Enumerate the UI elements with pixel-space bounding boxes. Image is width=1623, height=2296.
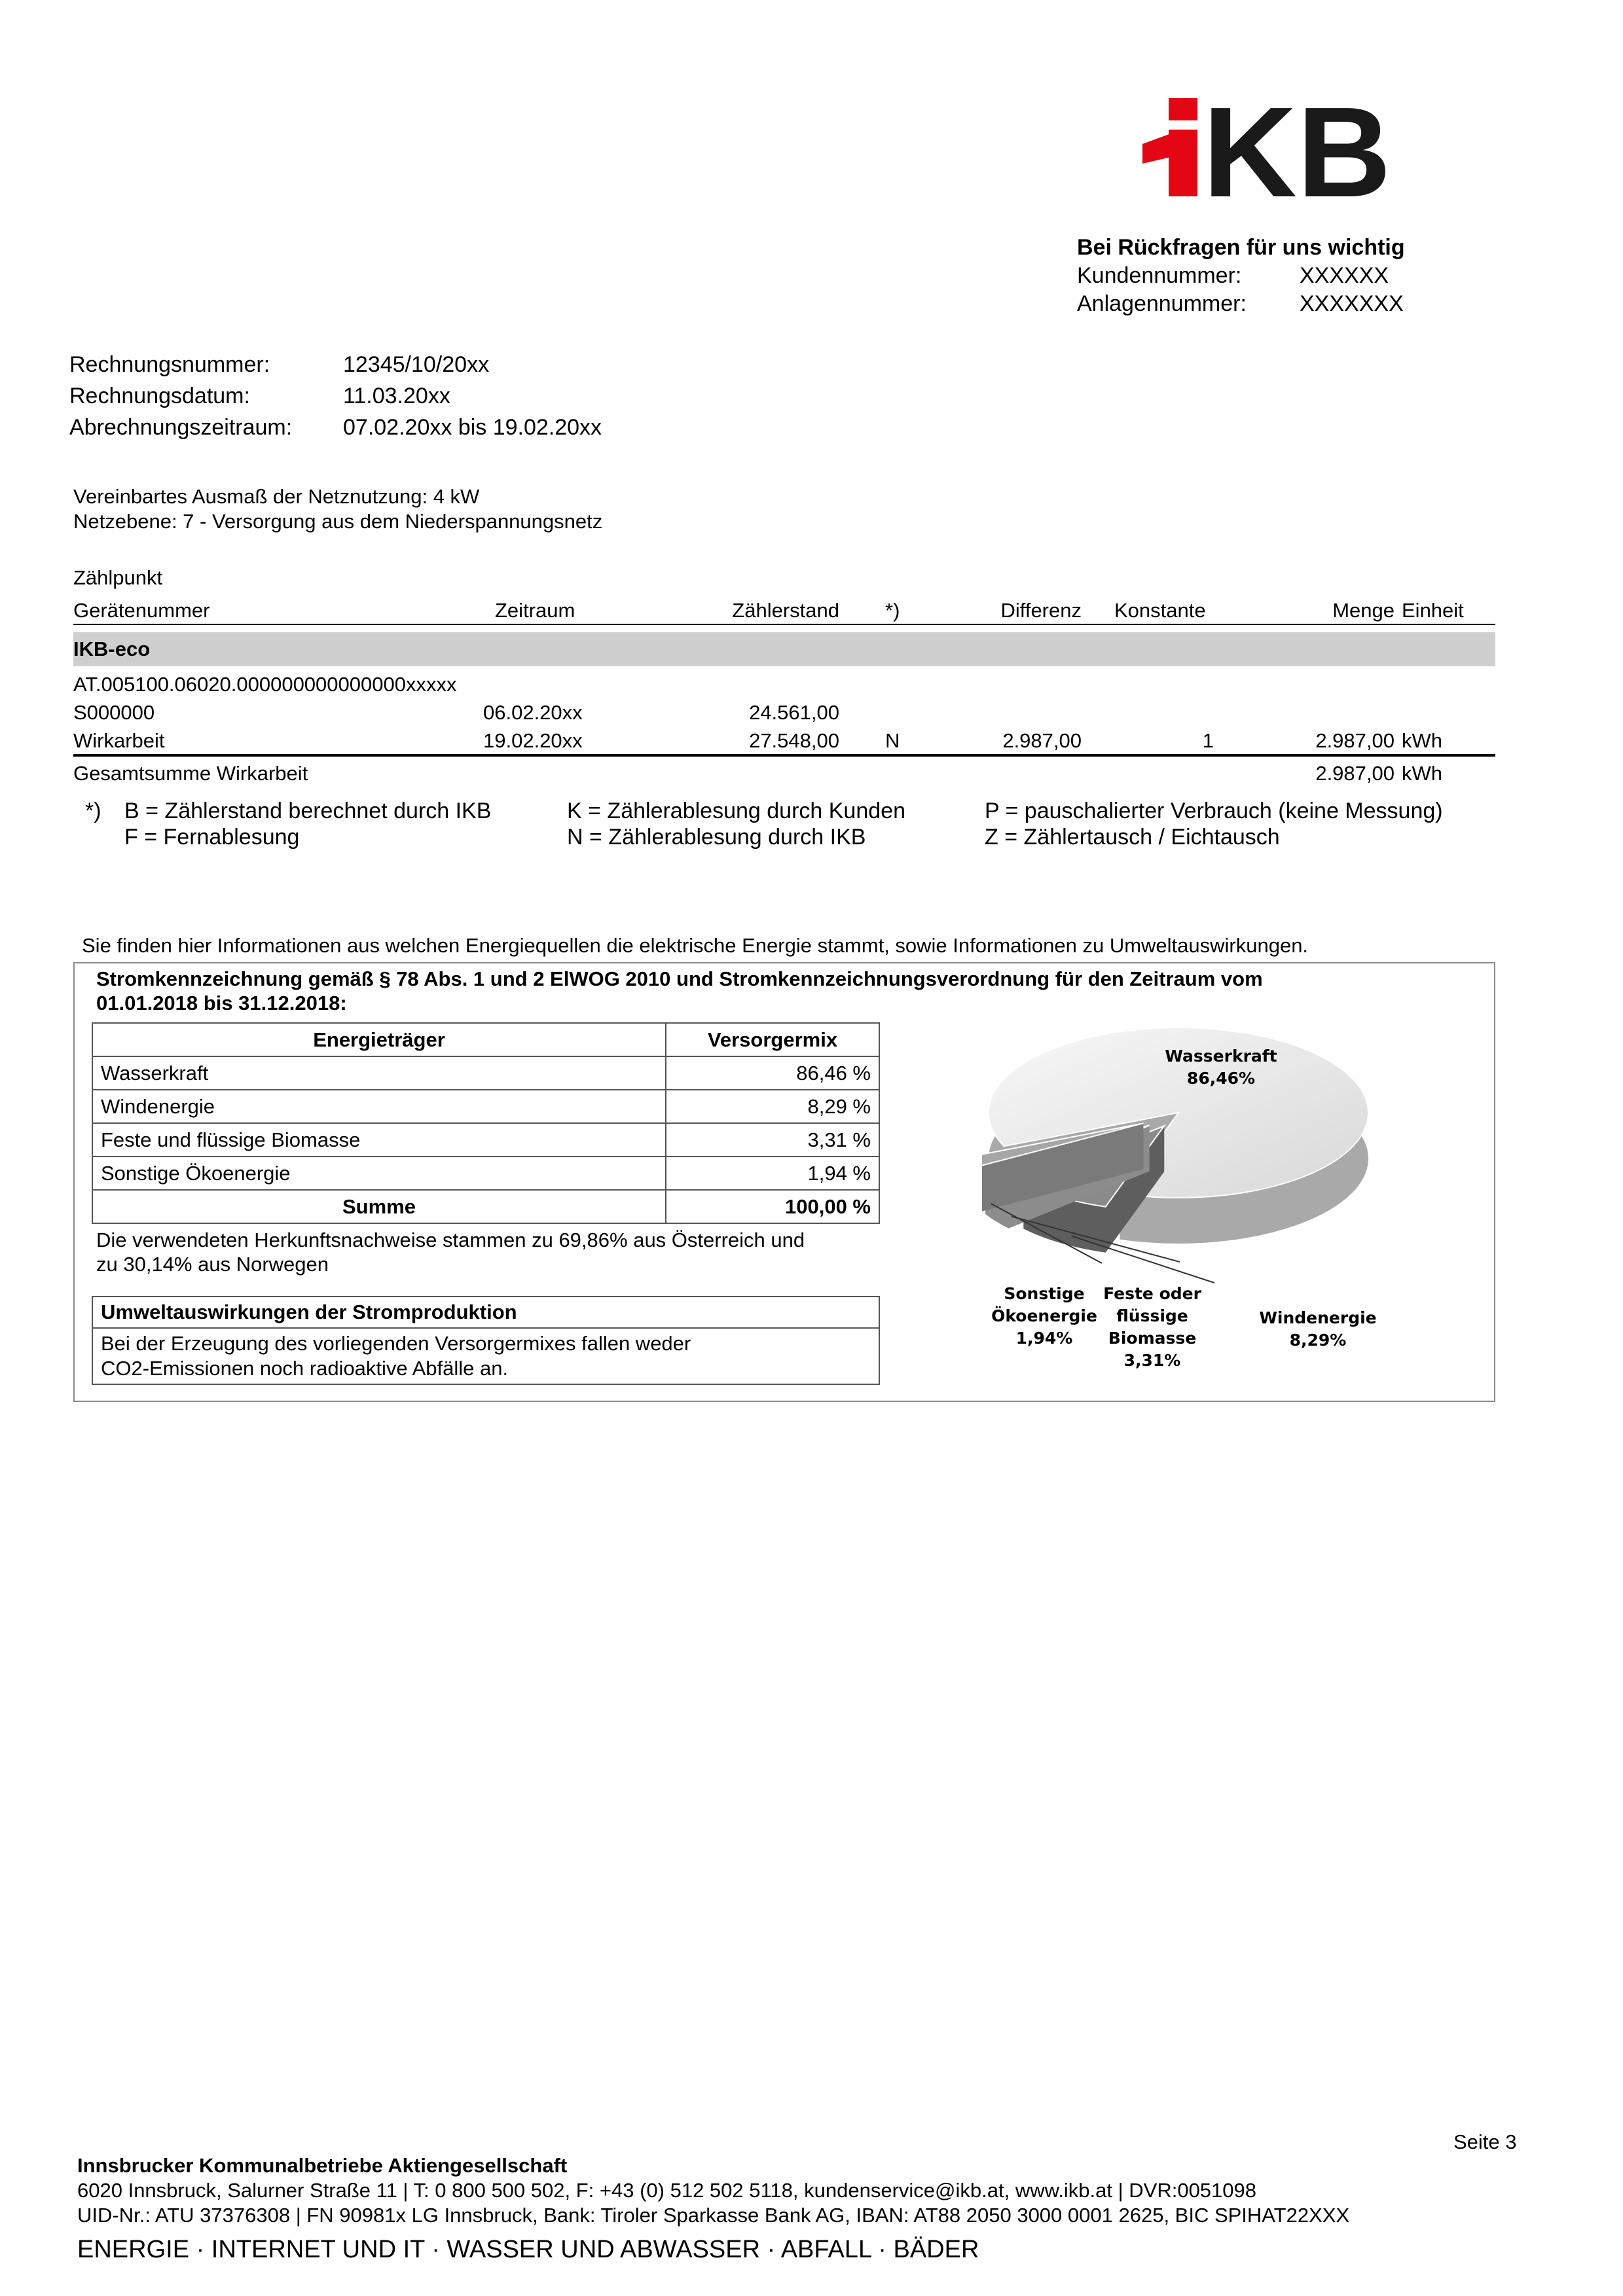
- row2-differenz: 2.987,00: [1002, 729, 1082, 752]
- total-einheit: kWh: [1402, 762, 1442, 785]
- rechnungsdatum-value: 11.03.20xx: [343, 384, 450, 408]
- zaehlpunkt-id: AT.005100.06020.000000000000000xxxxx: [73, 673, 457, 696]
- anlagennummer-value: XXXXXXX: [1300, 291, 1404, 316]
- pie-label-line: 1,94%: [1015, 1329, 1073, 1348]
- row1-geraet: S000000: [73, 701, 155, 724]
- mix-row-name: Feste und flüssige Biomasse: [92, 1123, 666, 1157]
- mix-col-mix: Versorgermix: [666, 1023, 879, 1056]
- legend-b: B = Zählerstand berechnet durch IKB: [124, 798, 492, 823]
- svg-text:KB: KB: [1203, 98, 1391, 196]
- total-menge: 2.987,00: [1315, 762, 1395, 785]
- header-rule: [73, 624, 1495, 625]
- pie-label-line: Ökoenergie: [991, 1306, 1097, 1325]
- kundennummer-value: XXXXXX: [1300, 263, 1389, 288]
- mix-row-value: 8,29 %: [666, 1090, 879, 1123]
- page-number: Seite 3: [1453, 2130, 1517, 2153]
- pie-label-line: Windenergie: [1259, 1308, 1377, 1327]
- legend-z: Z = Zählertausch / Eichtausch: [985, 825, 1280, 850]
- col-differenz: Differenz: [1000, 599, 1082, 622]
- footer-uid: UID-Nr.: ATU 37376308 | FN 90981x LG Innsbruck, Bank: Tiroler Sparkasse Bank AG, IBAN: AT88 2050 3000 0001 2625, BIC SPIHAT22XXX: [77, 2204, 1350, 2227]
- rechnungsdatum-label: Rechnungsdatum:: [69, 384, 250, 408]
- legend-k: K = Zählerablesung durch Kunden: [567, 798, 905, 823]
- mix-table-header: [92, 1023, 879, 1056]
- row1-zaehlerstand: 24.561,00: [749, 701, 839, 724]
- mix-sum-value: 100,00 %: [666, 1190, 879, 1223]
- table-row: [92, 1056, 879, 1090]
- pie-label-sonstige: [966, 1283, 1123, 1350]
- env-text: [92, 1328, 879, 1384]
- pie-label-line: Wasserkraft: [1165, 1047, 1277, 1066]
- legend-n: N = Zählerablesung durch IKB: [567, 825, 866, 850]
- footer-address: 6020 Innsbruck, Salurner Straße 11 | T: 0 800 500 502, F: +43 (0) 512 502 5118, kundenservice@ikb.at, www.ikb.at | DVR:0051098: [77, 2179, 1257, 2202]
- rechnungsnummer-value: 12345/10/20xx: [343, 352, 490, 377]
- row2-konstante: 1: [1202, 729, 1214, 752]
- origin-line2: zu 30,14% aus Norwegen: [96, 1253, 329, 1276]
- col-star: *): [885, 599, 900, 622]
- pie-label-wasserkraft: [1142, 1045, 1300, 1090]
- mix-row-value: 86,46 %: [666, 1056, 879, 1090]
- pie-label-line: Sonstige: [1004, 1284, 1085, 1303]
- col-zaehlerstand: Zählerstand: [732, 599, 839, 622]
- anlagennummer-label: Anlagennummer:: [1077, 291, 1247, 316]
- env-line1: Bei der Erzeugung des vorliegenden Versorgermixes fallen weder: [101, 1332, 691, 1355]
- col-konstante: Konstante: [1114, 599, 1206, 622]
- netznutzung-text: Vereinbartes Ausmaß der Netznutzung: 4 kW: [73, 485, 480, 508]
- col-zeitraum: Zeitraum: [495, 599, 575, 622]
- mix-table: [92, 1022, 880, 1224]
- table-row: [92, 1123, 879, 1157]
- mix-row-name: Windenergie: [92, 1090, 666, 1123]
- env-table: [92, 1296, 880, 1385]
- env-title: Umweltauswirkungen der Stromproduktion: [92, 1297, 879, 1328]
- col-menge: Menge: [1332, 599, 1395, 622]
- footer-sectors: ENERGIE · INTERNET UND IT · WASSER UND ABWASSER · ABFALL · BÄDER: [77, 2236, 979, 2263]
- col-einheit: Einheit: [1402, 599, 1464, 622]
- pie-label-line: Feste oder: [1103, 1284, 1201, 1303]
- col-geraetenummer: Gerätenummer: [73, 599, 210, 622]
- product-bar: [73, 632, 1495, 666]
- rechnungsnummer-label: Rechnungsnummer:: [69, 352, 270, 377]
- product-name: IKB-eco: [73, 637, 151, 660]
- footer-company: Innsbrucker Kommunalbetriebe Aktiengesellschaft: [77, 2154, 568, 2177]
- row1-zeitraum: 06.02.20xx: [483, 701, 583, 724]
- mix-row-value: 1,94 %: [666, 1157, 879, 1190]
- mix-col-traeger: Energieträger: [92, 1023, 666, 1056]
- netzebene-text: Netzebene: 7 - Versorgung aus dem Niederspannungsnetz: [73, 510, 603, 533]
- row2-zeitraum: 19.02.20xx: [483, 729, 583, 752]
- pie-label-line: 86,46%: [1186, 1069, 1256, 1088]
- table-row: [92, 1090, 879, 1123]
- total-rule: [73, 754, 1495, 757]
- kundennummer-label: Kundennummer:: [1077, 263, 1242, 288]
- ikb-logo: [1142, 98, 1391, 196]
- mix-row-value: 3,31 %: [666, 1123, 879, 1157]
- row2-menge: 2.987,00: [1315, 729, 1395, 752]
- pie-label-line: 8,29%: [1289, 1331, 1347, 1350]
- total-label: Gesamtsumme Wirkarbeit: [73, 762, 308, 785]
- row2-label: Wirkarbeit: [73, 729, 165, 752]
- abrechnungszeitraum-value: 07.02.20xx bis 19.02.20xx: [343, 415, 602, 440]
- abrechnungszeitraum-label: Abrechnungszeitraum:: [69, 415, 293, 440]
- row2-star: N: [885, 729, 900, 752]
- row2-zaehlerstand: 27.548,00: [749, 729, 839, 752]
- row2-einheit: kWh: [1402, 729, 1442, 752]
- legend-f: F = Fernablesung: [124, 825, 300, 850]
- env-line2: CO2-Emissionen noch radioaktive Abfälle an.: [101, 1357, 509, 1380]
- pie-label-line: Biomasse: [1108, 1329, 1197, 1348]
- mix-title-line2: 01.01.2018 bis 31.12.2018:: [96, 992, 347, 1014]
- pie-label-line: flüssige: [1116, 1306, 1188, 1325]
- mix-row-name: Sonstige Ökoenergie: [92, 1157, 666, 1190]
- pie-label-windenergie: [1239, 1307, 1396, 1352]
- mix-intro: Sie finden hier Informationen aus welchen Energiequellen die elektrische Energie stammt, sowie Informationen zu Umweltauswirkungen.: [82, 934, 1309, 957]
- table-row: [92, 1157, 879, 1190]
- origin-line1: Die verwendeten Herkunftsnachweise stammen zu 69,86% aus Österreich und: [96, 1229, 805, 1251]
- mix-sum-label: Summe: [92, 1190, 666, 1223]
- pie-label-line: 3,31%: [1123, 1351, 1181, 1370]
- legend-star: *): [85, 798, 101, 823]
- mix-title-line1: Stromkennzeichnung gemäß § 78 Abs. 1 und 2 ElWOG 2010 und Stromkennzeichnungsverordnung für den Zeitraum vom: [96, 967, 1263, 990]
- mix-row-name: Wasserkraft: [92, 1056, 666, 1090]
- col-zaehlpunkt: Zählpunkt: [73, 566, 163, 589]
- contact-title: Bei Rückfragen für uns wichtig: [1077, 235, 1405, 260]
- legend-p: P = pauschalierter Verbrauch (keine Messung): [985, 798, 1443, 823]
- mix-sum-row: [92, 1190, 879, 1223]
